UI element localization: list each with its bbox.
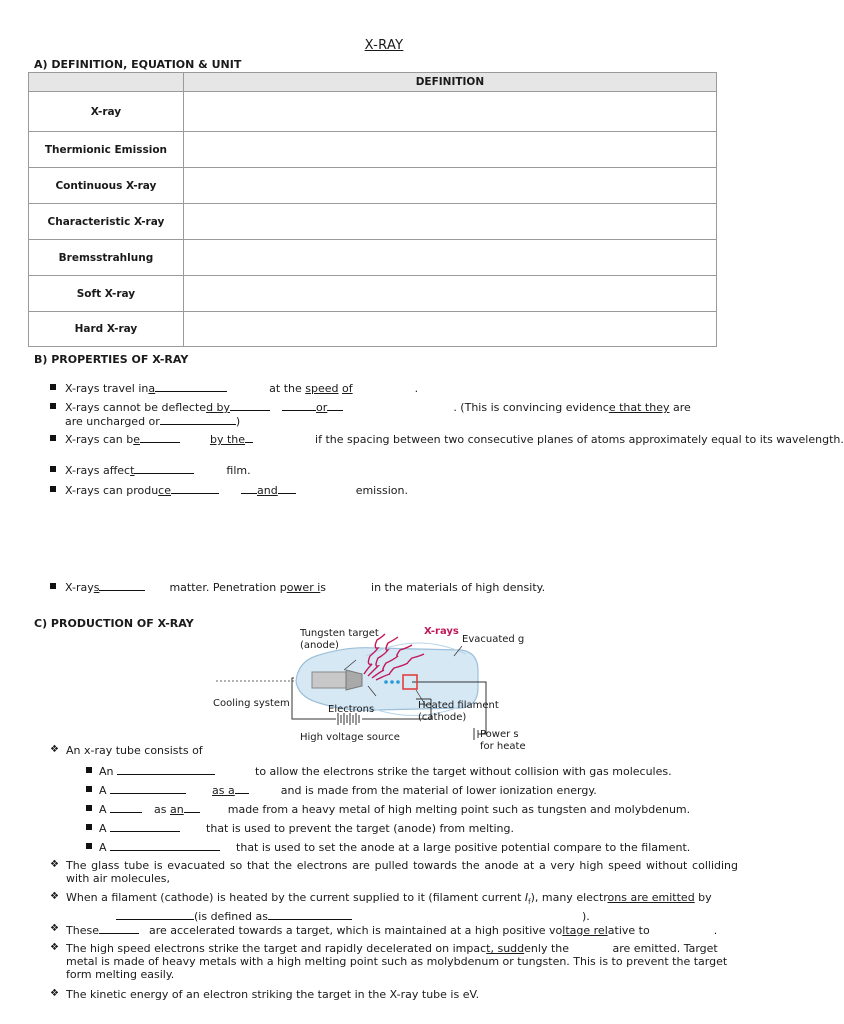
kinetic-energy-text: The kinetic energy of an electron striking the target in the X-ray tube is eV.	[66, 988, 480, 1001]
definition-cell[interactable]	[183, 132, 716, 168]
bullet-square-icon	[86, 843, 92, 849]
definition-table	[28, 72, 717, 347]
evacuated-text: The glass tube is evacuated so that the electrons are pulled towards the anode at a very high speed without colliding with air molecules,	[66, 859, 738, 885]
bullet-square-icon	[50, 583, 56, 589]
label-tungsten-target: Tungsten target (anode)	[300, 628, 379, 651]
label-electrons: Electrons	[328, 704, 375, 715]
bullet-square-icon	[50, 403, 56, 409]
table-row	[29, 276, 717, 312]
definition-cell[interactable]	[183, 204, 716, 240]
definition-cell[interactable]	[183, 312, 716, 347]
term-cell: Characteristic X-ray	[29, 204, 184, 240]
diamond-bullet-icon: ❖	[50, 744, 59, 755]
bullet-square-icon	[50, 435, 56, 441]
section-b-heading: B) PROPERTIES OF X-RAY	[34, 353, 189, 366]
bullet-square-icon	[50, 466, 56, 472]
table-header-blank	[29, 73, 184, 92]
term-cell: Continuous X-ray	[29, 168, 184, 204]
table-row	[29, 204, 717, 240]
bullet-square-icon	[86, 786, 92, 792]
table-row	[29, 132, 717, 168]
diamond-bullet-icon: ❖	[50, 942, 59, 953]
term-cell: X-ray	[29, 92, 184, 132]
diamond-bullet-icon: ❖	[50, 988, 59, 999]
diamond-bullet-icon: ❖	[50, 859, 59, 870]
label-high-voltage-source: High voltage source	[300, 732, 400, 743]
table-row	[29, 312, 717, 347]
definition-cell[interactable]	[183, 92, 716, 132]
section-a-heading: A) DEFINITION, EQUATION & UNIT	[34, 58, 242, 71]
term-cell: Thermionic Emission	[29, 132, 184, 168]
section-c-heading: C) PRODUCTION OF X-RAY	[34, 617, 194, 630]
bullet-square-icon	[86, 824, 92, 830]
diamond-bullet-icon: ❖	[50, 891, 59, 902]
label-power-supply: Power s for heate	[480, 729, 526, 752]
term-cell: Hard X-ray	[29, 312, 184, 347]
bullet-square-icon	[86, 805, 92, 811]
label-xrays: X-rays	[424, 626, 459, 637]
label-cooling-system: Cooling system	[213, 698, 290, 709]
bullet-square-icon	[50, 486, 56, 492]
bullet-square-icon	[50, 384, 56, 390]
impact-text: The high speed electrons strike the target and rapidly decelerated on impact, suddenly the are emitted. Target metal is made of heavy metals with a high melting point such as molybdenum or tungsten. This is to prevent the target form melting easily.	[66, 942, 728, 981]
accelerated-text: These are accelerated towards a target, which is maintained at a high positive voltage relative to .	[66, 924, 718, 937]
bullet-square-icon	[86, 767, 92, 773]
term-cell: Bremsstrahlung	[29, 240, 184, 276]
page-title: X-RAY	[364, 38, 404, 53]
label-evacuated: Evacuated g	[462, 634, 525, 645]
diamond-bullet-icon: ❖	[50, 923, 59, 934]
table-row	[29, 168, 717, 204]
thermionic-text: When a filament (cathode) is heated by the current supplied to it (filament current $I_f$), many electrons are emitted by (is defined as ).	[66, 891, 712, 924]
xray-tube-diagram	[213, 626, 526, 753]
term-cell: Soft X-ray	[29, 276, 184, 312]
definition-cell[interactable]	[183, 276, 716, 312]
label-heated-filament: Heated filament (cathode)	[418, 700, 499, 723]
definition-cell[interactable]	[183, 240, 716, 276]
table-header-definition: DEFINITION	[183, 73, 716, 92]
definition-cell[interactable]	[183, 168, 716, 204]
table-row	[29, 92, 717, 132]
table-row	[29, 240, 717, 276]
tube-consists-text: An x-ray tube consists of	[66, 744, 203, 757]
